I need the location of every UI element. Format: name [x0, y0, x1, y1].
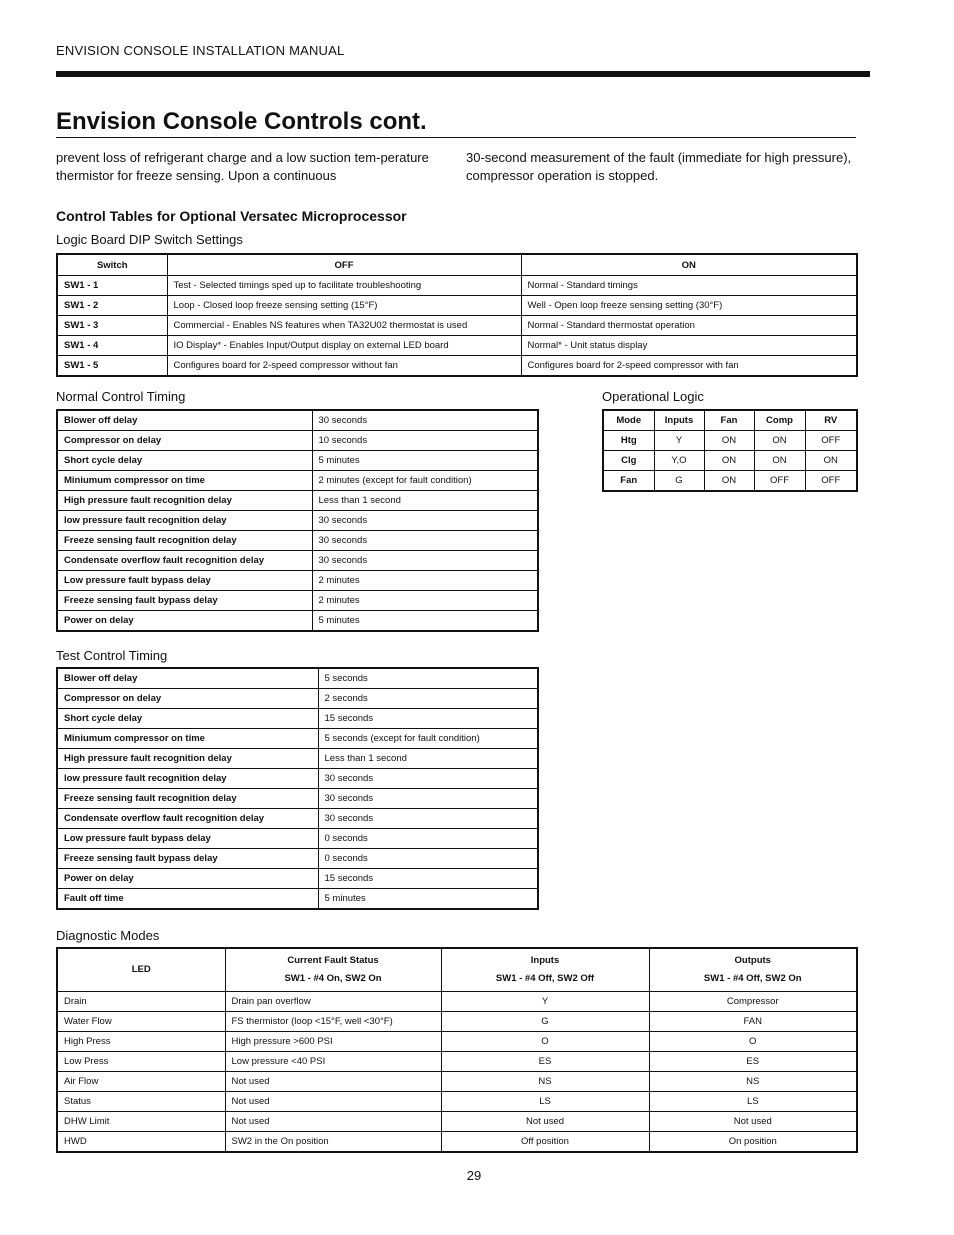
test-timing-caption: Test Control Timing — [56, 648, 168, 663]
timing-value-cell: 0 seconds — [318, 829, 538, 849]
inputs-cell: LS — [441, 1092, 649, 1112]
col-header-inputs — [441, 948, 649, 992]
timing-value-cell: 30 seconds — [312, 531, 538, 551]
timing-value-cell: 2 minutes — [312, 591, 538, 611]
timing-value-cell: 5 seconds — [318, 668, 538, 689]
timing-label-cell: Blower off delay — [57, 410, 312, 431]
manual-header: ENVISION CONSOLE INSTALLATION MANUAL — [56, 43, 345, 58]
table-row — [603, 431, 857, 451]
timing-label-cell: Power on delay — [57, 869, 318, 889]
led-cell: DHW Limit — [57, 1112, 225, 1132]
fault-cell: FS thermistor (loop <15°F, well <30°F) — [225, 1012, 441, 1032]
on-cell: Normal - Standard thermostat operation — [521, 316, 857, 336]
timing-label-cell: Freeze sensing fault bypass delay — [57, 849, 318, 869]
outputs-cell: Compressor — [649, 992, 857, 1012]
table-header-row — [57, 254, 857, 276]
switch-cell: SW1 - 2 — [57, 296, 167, 316]
timing-value-cell: 30 seconds — [312, 511, 538, 531]
timing-value-cell: 15 seconds — [318, 709, 538, 729]
timing-value-cell: Less than 1 second — [312, 491, 538, 511]
timing-label-cell: low pressure fault recognition delay — [57, 511, 312, 531]
fault-cell: Not used — [225, 1072, 441, 1092]
off-cell: Commercial - Enables NS features when TA32U02 thermostat is used — [167, 316, 521, 336]
intro-text-left: prevent loss of refrigerant charge and a low suction tem-perature thermistor for freeze sensing. Upon a continuous — [56, 150, 429, 183]
inputs-cell: NS — [441, 1072, 649, 1092]
led-cell: HWD — [57, 1132, 225, 1153]
table-row — [57, 511, 538, 531]
timing-label-cell: High pressure fault recognition delay — [57, 749, 318, 769]
inputs-cell: Y — [441, 992, 649, 1012]
switch-cell: SW1 - 4 — [57, 336, 167, 356]
fault-cell: Not used — [225, 1092, 441, 1112]
off-cell: Configures board for 2-speed compressor without fan — [167, 356, 521, 377]
led-cell: Drain — [57, 992, 225, 1012]
timing-value-cell: 2 minutes (except for fault condition) — [312, 471, 538, 491]
timing-label-cell: Power on delay — [57, 611, 312, 632]
normal-timing-caption: Normal Control Timing — [56, 389, 186, 404]
table-row — [57, 709, 538, 729]
fault-cell: Drain pan overflow — [225, 992, 441, 1012]
table-row — [57, 829, 538, 849]
table-row — [57, 689, 538, 709]
timing-label-cell: Low pressure fault bypass delay — [57, 829, 318, 849]
outputs-cell: FAN — [649, 1012, 857, 1032]
fault-header-sub: SW1 - #4 On, SW2 On — [284, 973, 382, 984]
table-row — [57, 451, 538, 471]
timing-value-cell: 30 seconds — [318, 789, 538, 809]
timing-value-cell: 2 minutes — [312, 571, 538, 591]
timing-value-cell: 10 seconds — [312, 431, 538, 451]
led-cell: High Press — [57, 1032, 225, 1052]
table-row — [57, 531, 538, 551]
diagnostic-caption: Diagnostic Modes — [56, 928, 160, 943]
off-cell: IO Display* - Enables Input/Output display on external LED board — [167, 336, 521, 356]
table-row — [57, 336, 857, 356]
timing-label-cell: Condensate overflow fault recognition delay — [57, 809, 318, 829]
led-cell: Status — [57, 1092, 225, 1112]
timing-value-cell: 30 seconds — [318, 769, 538, 789]
col-header-off: OFF — [167, 254, 521, 276]
test-timing-table — [56, 667, 539, 910]
on-cell: Normal* - Unit status display — [521, 336, 857, 356]
dip-caption: Logic Board DIP Switch Settings — [56, 232, 243, 247]
table-row — [57, 611, 538, 632]
comp-cell: ON — [754, 451, 805, 471]
table-row — [57, 809, 538, 829]
col-header-on: ON — [521, 254, 857, 276]
table-row — [57, 749, 538, 769]
led-cell: Air Flow — [57, 1072, 225, 1092]
fan-cell: ON — [704, 451, 754, 471]
table-row — [57, 431, 538, 451]
fault-cell: SW2 in the On position — [225, 1132, 441, 1153]
table-row — [57, 1132, 857, 1153]
page-title: Envision Console Controls cont. — [56, 108, 856, 138]
mode-cell: Clg — [603, 451, 654, 471]
fault-cell: Low pressure <40 PSI — [225, 1052, 441, 1072]
mode-cell: Htg — [603, 431, 654, 451]
timing-label-cell: Condensate overflow fault recognition delay — [57, 551, 312, 571]
switch-cell: SW1 - 3 — [57, 316, 167, 336]
outputs-cell: NS — [649, 1072, 857, 1092]
timing-value-cell: 30 seconds — [312, 410, 538, 431]
timing-label-cell: Compressor on delay — [57, 431, 312, 451]
col-header-inputs: Inputs — [654, 410, 704, 431]
timing-label-cell: low pressure fault recognition delay — [57, 769, 318, 789]
fan-cell: ON — [704, 471, 754, 492]
table-row — [57, 869, 538, 889]
table-row — [57, 789, 538, 809]
off-cell: Loop - Closed loop freeze sensing setting (15°F) — [167, 296, 521, 316]
table-row — [57, 1012, 857, 1032]
table-row — [57, 729, 538, 749]
inputs-cell: ES — [441, 1052, 649, 1072]
inputs-cell: Off position — [441, 1132, 649, 1153]
table-row — [57, 571, 538, 591]
dip-switch-table — [56, 253, 858, 377]
table-row — [57, 551, 538, 571]
led-cell: Water Flow — [57, 1012, 225, 1032]
table-header-row — [57, 948, 857, 992]
inputs-cell: G — [654, 471, 704, 492]
rv-cell: ON — [805, 451, 857, 471]
table-row — [603, 451, 857, 471]
timing-value-cell: Less than 1 second — [318, 749, 538, 769]
timing-label-cell: Freeze sensing fault recognition delay — [57, 789, 318, 809]
section-heading: Control Tables for Optional Versatec Microprocessor — [56, 208, 407, 224]
rv-cell: OFF — [805, 471, 857, 492]
table-row — [57, 356, 857, 377]
col-header-fan: Fan — [704, 410, 754, 431]
table-row — [57, 1052, 857, 1072]
table-row — [57, 491, 538, 511]
inputs-cell: Not used — [441, 1112, 649, 1132]
timing-label-cell: High pressure fault recognition delay — [57, 491, 312, 511]
fault-cell: High pressure >600 PSI — [225, 1032, 441, 1052]
diagnostic-modes-table — [56, 947, 858, 1153]
timing-label-cell: Fault off time — [57, 889, 318, 910]
inputs-cell: Y,O — [654, 451, 704, 471]
inputs-cell: G — [441, 1012, 649, 1032]
col-header-mode: Mode — [603, 410, 654, 431]
outputs-cell: On position — [649, 1132, 857, 1153]
outputs-cell: Not used — [649, 1112, 857, 1132]
table-row — [57, 1112, 857, 1132]
on-cell: Well - Open loop freeze sensing setting (30°F) — [521, 296, 857, 316]
outputs-cell: O — [649, 1032, 857, 1052]
table-row — [57, 471, 538, 491]
table-row — [57, 769, 538, 789]
timing-value-cell: 15 seconds — [318, 869, 538, 889]
table-row — [57, 410, 538, 431]
timing-label-cell: Blower off delay — [57, 668, 318, 689]
table-row — [57, 316, 857, 336]
table-row — [57, 296, 857, 316]
timing-label-cell: Freeze sensing fault recognition delay — [57, 531, 312, 551]
timing-label-cell: Compressor on delay — [57, 689, 318, 709]
timing-label-cell: Freeze sensing fault bypass delay — [57, 591, 312, 611]
col-header-led: LED — [57, 948, 225, 992]
timing-label-cell: Miniumum compressor on time — [57, 471, 312, 491]
timing-label-cell: Short cycle delay — [57, 709, 318, 729]
timing-value-cell: 2 seconds — [318, 689, 538, 709]
fan-cell: ON — [704, 431, 754, 451]
timing-value-cell: 30 seconds — [318, 809, 538, 829]
header-rule — [56, 71, 870, 77]
rv-cell: OFF — [805, 431, 857, 451]
operational-logic-table — [602, 409, 858, 492]
timing-value-cell: 5 minutes — [312, 451, 538, 471]
table-row — [57, 1032, 857, 1052]
table-row — [603, 471, 857, 492]
outputs-header-title: Outputs — [734, 955, 771, 966]
col-header-switch: Switch — [57, 254, 167, 276]
col-header-fault — [225, 948, 441, 992]
outputs-cell: ES — [649, 1052, 857, 1072]
table-header-row — [603, 410, 857, 431]
off-cell: Test - Selected timings sped up to facilitate troubleshooting — [167, 276, 521, 296]
table-row — [57, 276, 857, 296]
table-row — [57, 668, 538, 689]
page-number: 29 — [466, 1168, 482, 1183]
outputs-header-sub: SW1 - #4 Off, SW2 On — [703, 973, 802, 984]
timing-label-cell: Short cycle delay — [57, 451, 312, 471]
on-cell: Normal - Standard timings — [521, 276, 857, 296]
table-row — [57, 591, 538, 611]
inputs-header-sub: SW1 - #4 Off, SW2 Off — [495, 973, 595, 984]
switch-cell: SW1 - 1 — [57, 276, 167, 296]
inputs-header-title: Inputs — [530, 955, 560, 966]
operational-logic-caption: Operational Logic — [602, 389, 704, 404]
col-header-outputs — [649, 948, 857, 992]
fault-header-title: Current Fault Status — [287, 955, 379, 966]
table-row — [57, 889, 538, 910]
timing-value-cell: 5 minutes — [312, 611, 538, 632]
normal-timing-table — [56, 409, 539, 632]
col-header-rv: RV — [805, 410, 857, 431]
comp-cell: OFF — [754, 471, 805, 492]
timing-value-cell: 5 minutes — [318, 889, 538, 910]
timing-value-cell: 0 seconds — [318, 849, 538, 869]
on-cell: Configures board for 2-speed compressor with fan — [521, 356, 857, 377]
table-row — [57, 1072, 857, 1092]
timing-label-cell: Low pressure fault bypass delay — [57, 571, 312, 591]
comp-cell: ON — [754, 431, 805, 451]
timing-value-cell: 30 seconds — [312, 551, 538, 571]
led-cell: Low Press — [57, 1052, 225, 1072]
outputs-cell: LS — [649, 1092, 857, 1112]
table-row — [57, 849, 538, 869]
switch-cell: SW1 - 5 — [57, 356, 167, 377]
timing-value-cell: 5 seconds (except for fault condition) — [318, 729, 538, 749]
col-header-comp: Comp — [754, 410, 805, 431]
inputs-cell: Y — [654, 431, 704, 451]
inputs-cell: O — [441, 1032, 649, 1052]
intro-text-right: 30-second measurement of the fault (immediate for high pressure), compressor operation is stopped. — [466, 150, 852, 183]
table-row — [57, 1092, 857, 1112]
timing-label-cell: Miniumum compressor on time — [57, 729, 318, 749]
fault-cell: Not used — [225, 1112, 441, 1132]
mode-cell: Fan — [603, 471, 654, 492]
table-row — [57, 992, 857, 1012]
